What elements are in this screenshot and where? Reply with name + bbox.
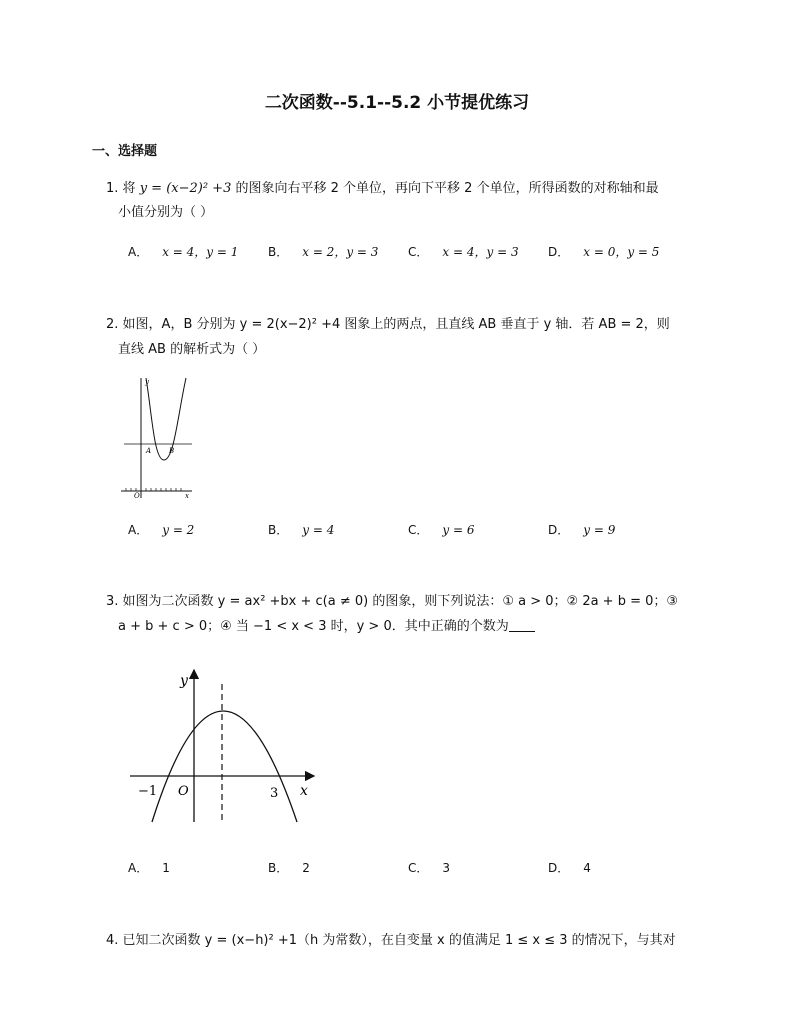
option-text: y = 9 <box>583 523 616 537</box>
question-number: 3. <box>106 594 119 609</box>
option-label: D． <box>548 861 570 875</box>
option-label: D． <box>548 245 570 259</box>
question-number: 1. <box>106 181 119 196</box>
x-axis-label: x <box>185 492 189 500</box>
question-text: a + b + c > 0；④ 当 −1 < x < 3 时，y > 0．其中正确的个数为 <box>118 619 509 634</box>
question-text: 如图为二次函数 y = ax² +bx + c(a ≠ 0) 的图象，则下列说法：① a > 0；② 2a + b = 0；③ <box>122 594 679 609</box>
q1-option-d[interactable] <box>548 243 659 260</box>
question-text: 将 <box>122 181 136 196</box>
parabola-curve <box>146 378 186 460</box>
right-root-label: 3 <box>270 786 279 801</box>
point-b-label: B <box>169 447 175 455</box>
question-text: 如图，A，B 分别为 y = 2(x−2)² +4 图象上的两点，且直线 AB 垂直于 y 轴．若 AB = 2，则 <box>122 317 670 332</box>
y-axis-label: y <box>145 378 149 386</box>
option-text: 4 <box>583 861 591 875</box>
option-text: x = 4，y = 1 <box>162 245 239 259</box>
y-axis-label: y <box>180 673 188 689</box>
option-label: B． <box>268 245 289 259</box>
function-expression: y = (x−2)² +3 <box>139 181 232 196</box>
option-label: B． <box>268 523 289 537</box>
question-text: 已知二次函数 y = (x−h)² +1（h 为常数），在自变量 x 的值满足 1 ≤ x ≤ 3 的情况下，与其对 <box>122 933 676 948</box>
left-root-label: −1 <box>138 784 158 799</box>
option-label: C． <box>408 861 429 875</box>
parabola-curve <box>152 711 297 822</box>
option-label: B． <box>268 861 289 875</box>
q2-parabola-figure <box>116 374 196 500</box>
option-text: x = 2，y = 3 <box>302 245 379 259</box>
question-3-line-2 <box>118 614 535 640</box>
option-label: A． <box>128 523 149 537</box>
q1-option-a[interactable] <box>128 243 238 260</box>
point-a-label: A <box>146 447 152 455</box>
q3-option-b[interactable] <box>268 859 310 876</box>
q3-option-a[interactable] <box>128 859 170 876</box>
option-label: D． <box>548 523 570 537</box>
question-2-line-2: 直线 AB 的解析式为（ ） <box>118 342 266 357</box>
page-title: 二次函数--5.1--5.2 小节提优练习 <box>264 93 530 113</box>
question-4-line-1 <box>106 928 676 954</box>
option-text: x = 4，y = 3 <box>442 245 519 259</box>
q2-option-c[interactable] <box>408 521 475 538</box>
q1-option-c[interactable] <box>408 243 519 260</box>
option-text: y = 4 <box>302 523 335 537</box>
question-3-line-1 <box>106 589 678 615</box>
option-text: y = 2 <box>162 523 195 537</box>
question-text: 的图象向右平移 2 个单位，再向下平移 2 个单位，所得函数的对称轴和最 <box>235 181 659 196</box>
q2-option-b[interactable] <box>268 521 334 538</box>
question-1-line-2: 小值分别为（ ） <box>118 205 214 220</box>
option-text: 1 <box>162 861 170 875</box>
section-heading: 一、选择题 <box>92 144 158 159</box>
origin-label: O <box>178 784 189 799</box>
q3-option-c[interactable] <box>408 859 450 876</box>
option-label: C． <box>408 245 429 259</box>
option-label: C． <box>408 523 429 537</box>
option-label: A． <box>128 245 149 259</box>
option-text: 3 <box>442 861 451 875</box>
option-text: x = 0，y = 5 <box>583 245 660 259</box>
question-1-line-1 <box>106 176 659 202</box>
q3-parabola-figure <box>124 664 320 826</box>
option-label: A． <box>128 861 149 875</box>
q1-option-b[interactable] <box>268 243 378 260</box>
q2-option-d[interactable] <box>548 521 615 538</box>
question-number: 4. <box>106 933 119 948</box>
origin-label: O <box>134 492 140 500</box>
question-2-line-1 <box>106 312 670 338</box>
answer-blank[interactable] <box>509 617 535 632</box>
option-text: 2 <box>302 861 310 875</box>
option-text: y = 6 <box>442 523 475 537</box>
q2-option-a[interactable] <box>128 521 194 538</box>
question-number: 2. <box>106 317 119 332</box>
x-axis-label: x <box>300 783 308 799</box>
q3-option-d[interactable] <box>548 859 591 876</box>
